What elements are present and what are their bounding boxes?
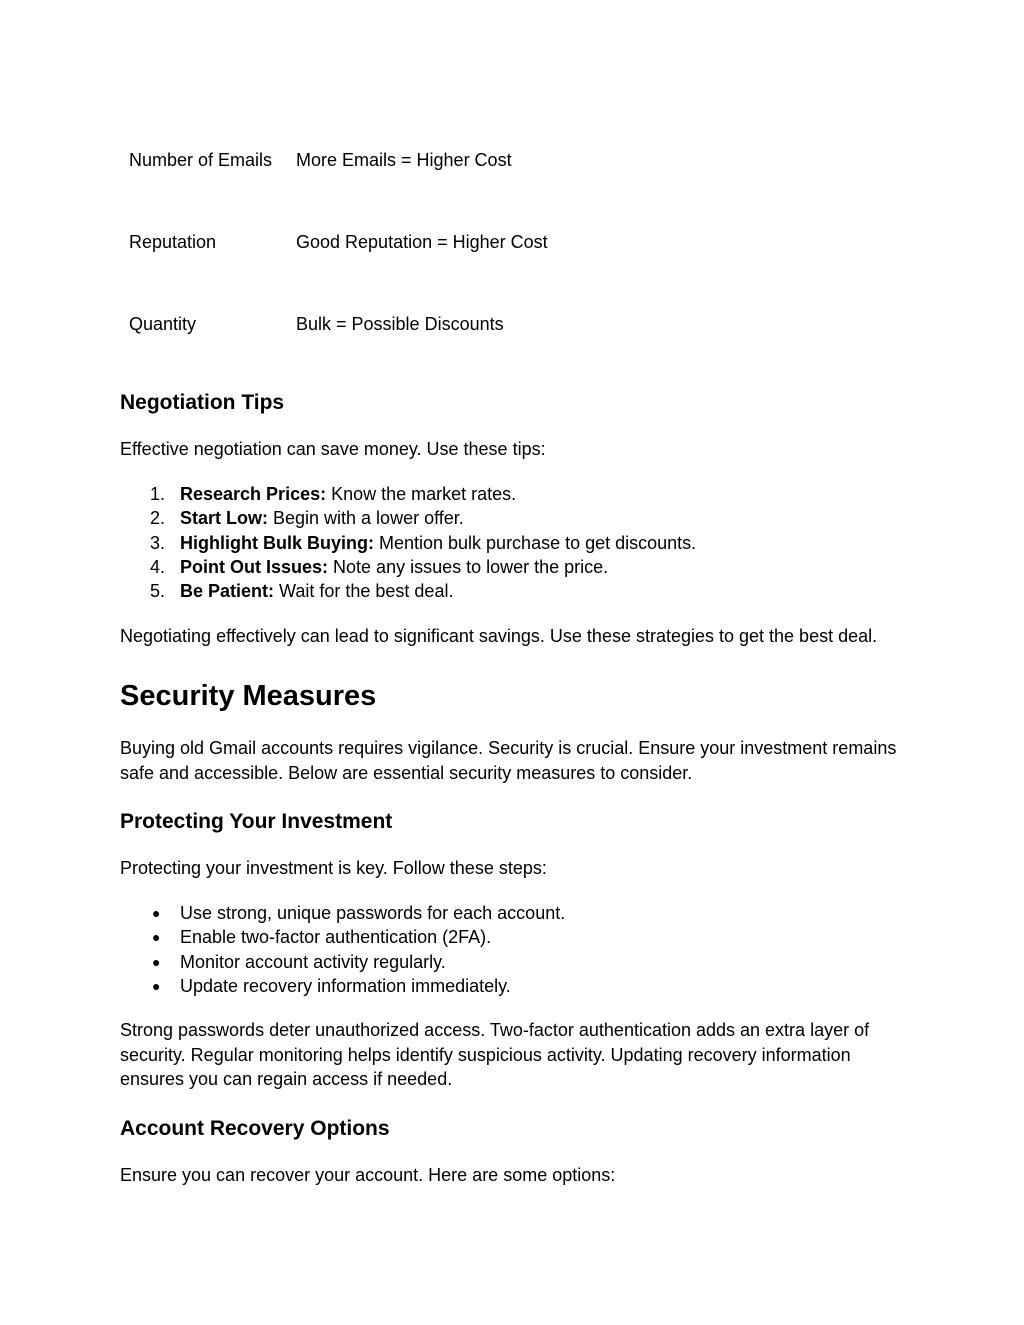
table-cell-effect: Bulk = Possible Discounts — [296, 314, 504, 334]
security-steps-list — [120, 901, 565, 998]
tip-title: Point Out Issues: — [180, 556, 329, 577]
list-number: 4. — [150, 556, 166, 577]
list-number: 2. — [150, 508, 166, 529]
table-cell-effect: Good Reputation = Higher Cost — [296, 232, 548, 252]
list-item — [120, 925, 565, 949]
protecting-investment-heading: Protecting Your Investment — [120, 810, 393, 833]
tip-title: Highlight Bulk Buying: — [180, 532, 374, 553]
tip-text: Wait for the best deal. — [274, 581, 454, 602]
list-item — [120, 974, 565, 998]
table-cell-factor: Reputation — [129, 232, 217, 252]
table-cell-factor: Quantity — [129, 314, 197, 334]
negotiation-outro: Negotiating effectively can lead to significant savings. Use these strategies to get the best deal. — [120, 626, 878, 646]
bullet-icon: ● — [152, 929, 161, 946]
list-item — [120, 531, 696, 555]
tip-title: Start Low: — [180, 508, 268, 529]
protecting-intro: Protecting your investment is key. Follow these steps: — [120, 858, 547, 878]
tip-text: Know the market rates. — [326, 484, 517, 504]
step-text: Use strong, unique passwords for each account. — [180, 903, 566, 923]
protecting-outro: Strong passwords deter unauthorized access. Two-factor authentication adds an extra layer of security. Regular monitoring helps identify suspicious activity. Updating recovery information ensures you can regain access if needed. — [120, 1020, 870, 1089]
negotiation-intro: Effective negotiation can save money. Use these tips: — [120, 439, 546, 459]
list-item — [120, 506, 696, 530]
list-item — [120, 950, 565, 974]
step-text: Monitor account activity regularly. — [180, 951, 446, 972]
bullet-icon: ● — [152, 953, 161, 970]
step-text: Enable two-factor authentication (2FA). — [180, 927, 492, 948]
bullet-icon: ● — [152, 977, 161, 994]
tip-text: Mention bulk purchase to get discounts. — [373, 532, 697, 553]
negotiation-tips-list — [120, 482, 696, 603]
account-recovery-heading: Account Recovery Options — [120, 1117, 390, 1140]
list-number: 5. — [150, 581, 166, 602]
table-cell-effect: More Emails = Higher Cost — [296, 150, 512, 170]
list-item — [120, 482, 696, 506]
list-item — [120, 555, 696, 579]
recovery-intro: Ensure you can recover your account. Here are some options: — [120, 1165, 616, 1185]
list-item — [120, 901, 565, 925]
table-cell-factor: Number of Emails — [129, 150, 273, 170]
bullet-icon: ● — [152, 905, 161, 921]
tip-text: Note any issues to lower the price. — [328, 556, 609, 577]
tip-text: Begin with a lower offer. — [268, 508, 464, 529]
tip-title: Research Prices: — [180, 484, 327, 504]
list-number: 3. — [150, 532, 166, 553]
list-item — [120, 579, 696, 603]
security-intro: Buying old Gmail accounts requires vigilance. Security is crucial. Ensure your investment remains safe and accessible. Below are essential security measures to consider. — [120, 738, 897, 783]
list-number: 1. — [150, 484, 166, 504]
step-text: Update recovery information immediately. — [180, 975, 511, 996]
security-measures-heading: Security Measures — [120, 680, 377, 712]
negotiation-tips-heading: Negotiation Tips — [120, 391, 285, 414]
tip-title: Be Patient: — [180, 581, 275, 602]
